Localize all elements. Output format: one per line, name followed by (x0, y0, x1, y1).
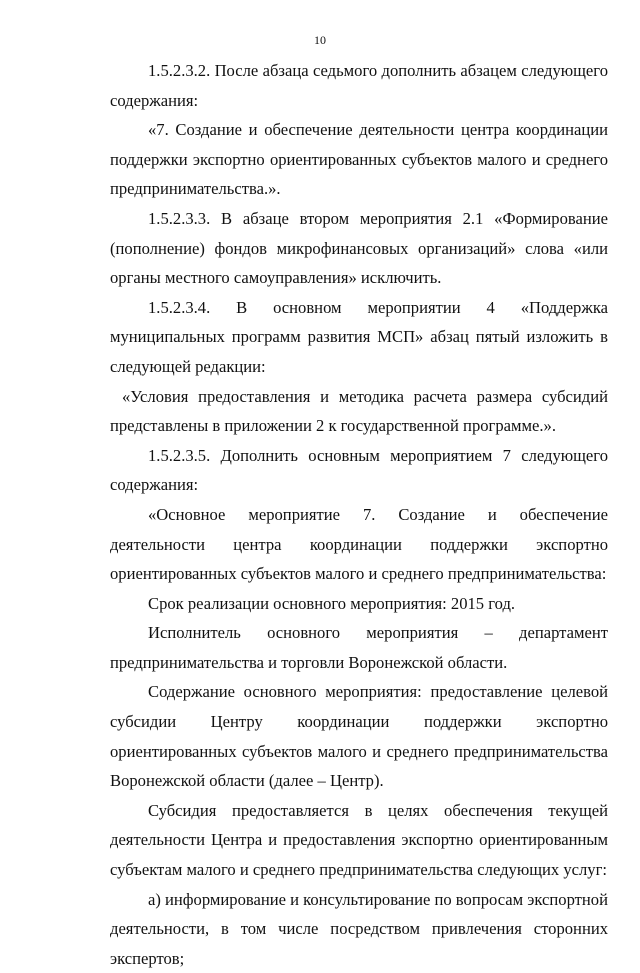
paragraph-1-5-2-3-4: 1.5.2.3.4. В основном мероприятии 4 «Поддержка муниципальных программ развития МСП» абзац пятый изложить в следующей редакции: (110, 297, 608, 376)
paragraph-1-5-2-3-2: 1.5.2.3.2. После абзаца седьмого дополнить абзацем следующего содержания: (110, 61, 608, 110)
paragraph-1-5-2-3-3: 1.5.2.3.3. В абзаце втором мероприятия 2.1 «Формирование (пополнение) фондов микрофинансовых организаций» слова «или органы местного самоуправления» исключить. (110, 208, 608, 288)
paragraph-content: Содержание основного мероприятия: предоставление целевой субсидии Центру координации поддержки экспортно ориентированных субъектов малого и среднего предпринимательства Воронежской области (далее – Центр). (110, 682, 608, 791)
paragraph-item-a: а) информирование и консультирование по вопросам экспортной деятельности, в том числе посредством привлечения сторонних экспертов; (110, 889, 608, 968)
page-number: 10 (314, 33, 326, 47)
paragraph-quote-conditions: «Условия предоставления и методика расчета размера субсидий представлены в приложении 2 к государственной программе.». (110, 386, 608, 436)
paragraph-quote-7: «7. Создание и обеспечение деятельности центра координации поддержки экспортно ориентированных субъектов малого и среднего предпринимательства.». (110, 120, 608, 199)
paragraph-quote-main-event-7: «Основное мероприятие 7. Создание и обеспечение деятельности центра координации поддержки экспортно ориентированных субъектов малого и среднего предпринимательства: (110, 504, 608, 584)
paragraph-1-5-2-3-5: 1.5.2.3.5. Дополнить основным мероприятием 7 следующего содержания: (110, 445, 608, 495)
paragraph-term: Срок реализации основного мероприятия: 2015 год. (148, 593, 516, 613)
paragraph-subsidy: Субсидия предоставляется в целях обеспечения текущей деятельности Центра и предоставления экспортно ориентированным субъектам малого и среднего предпринимательства следующих услуг: (110, 800, 608, 880)
paragraph-executor: Исполнитель основного мероприятия – департамент предпринимательства и торговли Воронежской области. (110, 623, 608, 672)
document-body (110, 56, 608, 973)
